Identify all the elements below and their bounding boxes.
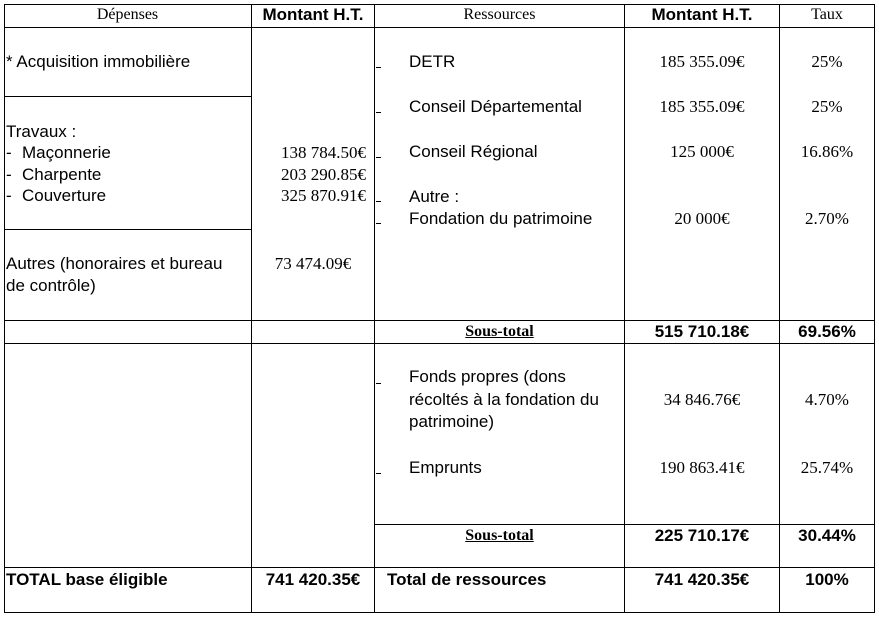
total-rate: 100% [805,570,849,589]
emprunts-label: Emprunts [409,458,482,477]
header-depenses: Dépenses [96,6,159,23]
subtotal-amount: 225 710.17€ [654,526,750,545]
list-bullet: - [6,143,12,162]
row-dash [376,157,381,158]
travaux-title: Travaux : [6,122,77,141]
row-dash [376,112,381,113]
travaux-item-amount: 325 870.91€ [281,186,366,205]
list-bullet: - [6,165,12,184]
header-montant-left: Montant H.T. [262,5,364,24]
ressource-rate: 25% [811,52,843,71]
emprunts-amount: 190 863.41€ [659,458,745,477]
autres-amount: 73 474.09€ [274,254,352,273]
fonds-propres-rate: 4.70% [805,390,849,409]
total-ressources-label: Total de ressources [387,570,547,589]
travaux-item-label: Maçonnerie [22,143,111,162]
total-base-amount: 741 420.35€ [265,570,361,589]
list-bullet: - [6,186,12,205]
subtotal-label: Sous-total [465,323,534,340]
ressource-label: Fondation du patrimoine [409,209,593,228]
grid-line [4,229,252,230]
ressource-amount: 185 355.09€ [659,52,745,71]
subtotal-label: Sous-total [465,527,534,544]
ressource-label: DETR [409,52,456,71]
ressource-label: Autre : [409,187,460,206]
travaux-item-label: Charpente [22,165,102,184]
fonds-propres-line3: patrimoine) [409,412,495,431]
grid-line [4,96,252,97]
grid-line [4,343,875,344]
header-ressources: Ressources [463,6,536,23]
ressource-amount: 185 355.09€ [659,97,745,116]
ressource-label: Conseil Départemental [409,97,582,116]
fonds-propres-line1: Fonds propres (dons [409,367,566,386]
grid-line [874,4,875,613]
row-dash [376,383,381,384]
ressource-label: Conseil Régional [409,142,538,161]
ressource-rate: 2.70% [805,209,849,228]
header-montant-right: Montant H.T. [651,5,753,24]
row-dash [376,223,381,224]
ressource-amount: 125 000€ [670,142,734,161]
autres-label-line2: de contrôle) [6,276,96,295]
fonds-propres-amount: 34 846.76€ [663,390,741,409]
subtotal-rate: 69.56% [798,322,856,341]
ressource-amount: 20 000€ [674,209,730,228]
fonds-propres-line2: récoltés à la fondation du [409,390,599,409]
grid-line [374,4,375,613]
travaux-item-label: Couverture [22,186,107,205]
acquisition-label: * Acquisition immobilière [6,52,191,71]
row-dash [376,473,381,474]
row-dash [376,67,381,68]
subtotal-amount: 515 710.18€ [654,322,750,341]
emprunts-rate: 25.74% [800,458,854,477]
total-ressources-amount: 741 420.35€ [654,570,750,589]
grid-line [4,612,875,613]
grid-line [4,27,875,28]
total-base-label: TOTAL base éligible [6,570,168,589]
autres-label-line1: Autres (honoraires et bureau [6,254,223,273]
ressource-rate: 25% [811,97,843,116]
header-taux: Taux [811,6,843,23]
travaux-item-amount: 138 784.50€ [281,143,366,162]
subtotal-rate: 30.44% [798,526,856,545]
grid-line [4,567,875,568]
row-dash [376,201,381,202]
travaux-item-amount: 203 290.85€ [281,165,366,184]
ressource-rate: 16.86% [800,142,854,161]
